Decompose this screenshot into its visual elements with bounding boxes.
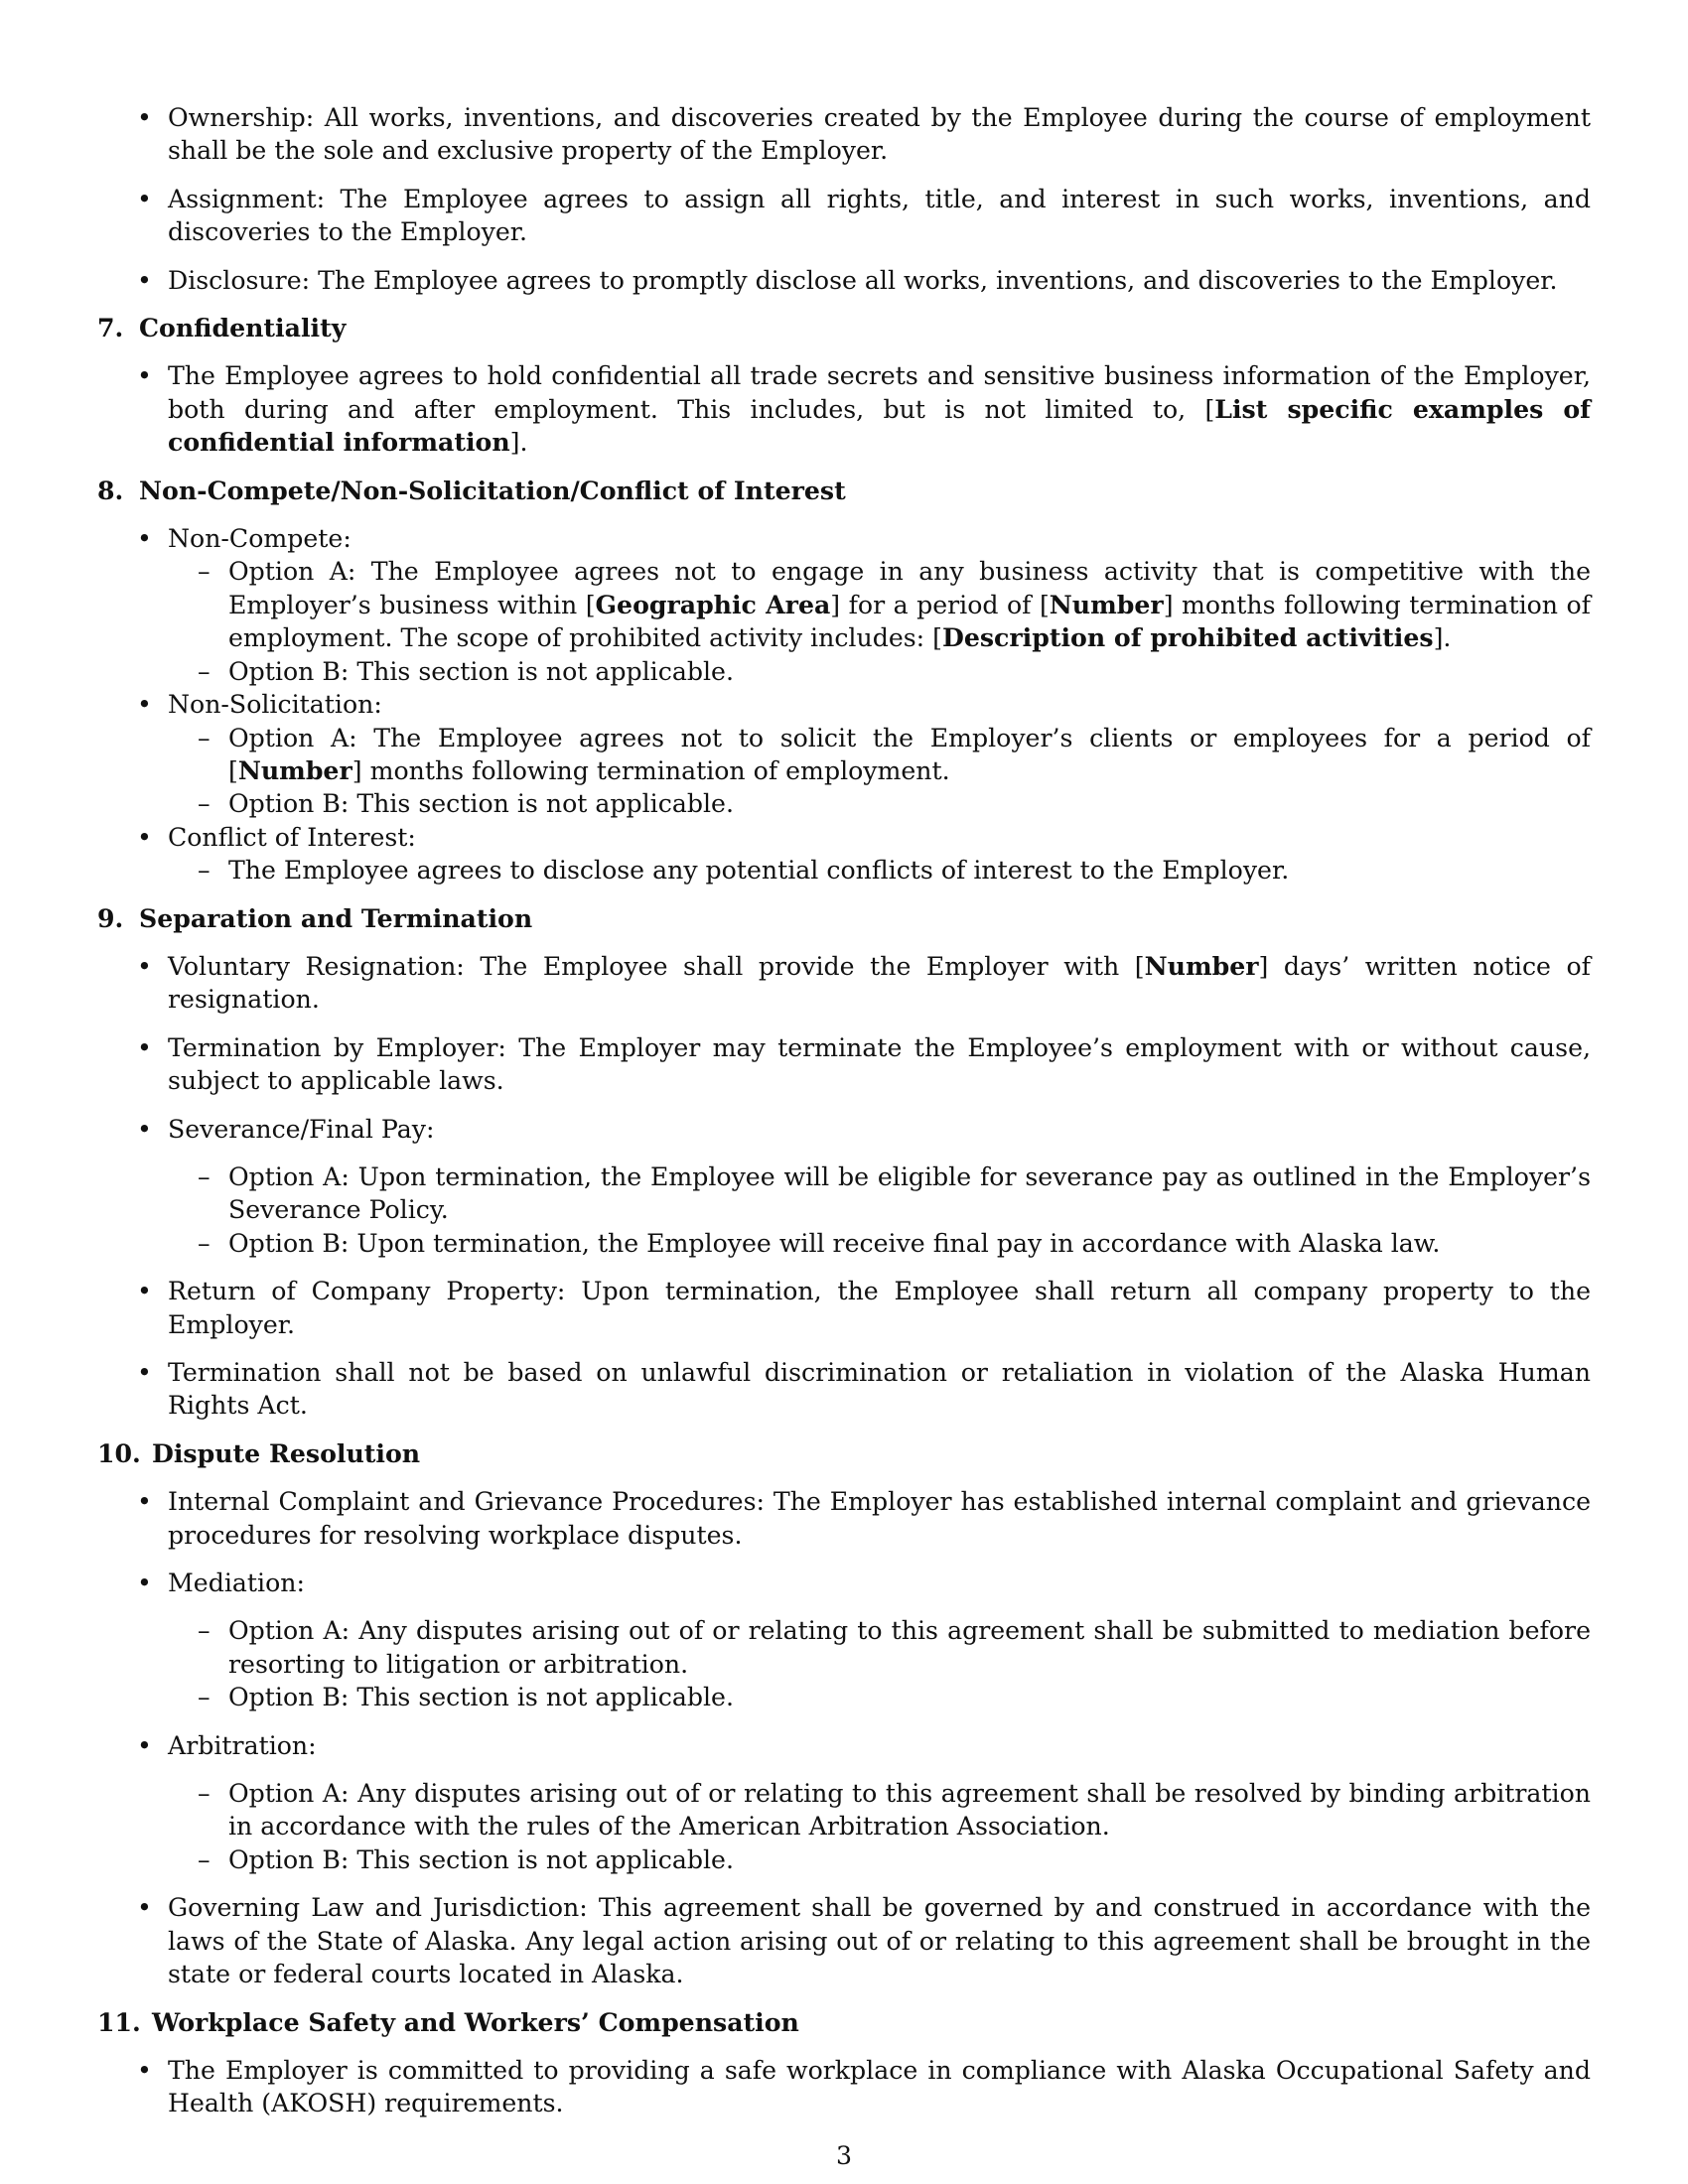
- item-label: Non-Compete:: [168, 524, 352, 554]
- item-label: Arbitration:: [168, 1730, 317, 1760]
- section-title: Dispute Resolution: [152, 1437, 421, 1468]
- list-item: • Internal Complaint and Grievance Procedures: The Employer has established internal complaint and grievance procedures for resolving workplace disputes.: [97, 1485, 1591, 1552]
- list-item: • Assignment: The Employee agrees to assign all rights, title, and interest in such works, inventions, and discoveries to the Employer.: [97, 183, 1591, 249]
- section-number: 11.: [97, 2006, 141, 2037]
- section-list: [97, 950, 1591, 1423]
- section-list: [97, 522, 1591, 887]
- document-page: [97, 101, 1591, 2120]
- list-item: [97, 359, 1591, 459]
- section-title: Non-Compete/Non-Solicitation/Conflict of Interest: [139, 475, 846, 505]
- list-item: • The Employer is committed to providing a safe workplace in compliance with Alaska Occupational Safety and Health (AKOSH) requirements.: [97, 2054, 1591, 2120]
- item-label: Conflict of Interest:: [168, 822, 416, 852]
- sub-list-item: – Option B: This section is not applicable.: [168, 787, 1591, 820]
- item-text: ].: [509, 428, 528, 458]
- sub-list-item: – Option A: Any disputes arising out of or relating to this agreement shall be submitted to mediation before resorting to litigation or arbitration.: [168, 1614, 1591, 1681]
- section-list: [97, 2054, 1591, 2120]
- list-item: [97, 821, 1591, 887]
- sub-list-item: [168, 555, 1591, 654]
- list-item: • Termination shall not be based on unlawful discrimination or retaliation in violation of the Alaska Human Rights Act.: [97, 1356, 1591, 1423]
- list-item: • Disclosure: The Employee agrees to promptly disclose all works, inventions, and discoveries to the Employer.: [97, 264, 1591, 297]
- page-number: 3: [835, 2141, 853, 2170]
- item-text: Option A: The Employee agrees not to engage in any business activity that is competitive with the Employer’s business within [: [228, 557, 1591, 619]
- list-item: • Ownership: All works, inventions, and discoveries created by the Employee during the course of employment shall be the sole and exclusive property of the Employer.: [97, 101, 1591, 168]
- sub-list-item: – The Employee agrees to disclose any potential conflicts of interest to the Employer.: [168, 854, 1591, 887]
- sub-list-item: – Option B: This section is not applicable.: [168, 1681, 1591, 1713]
- item-text: The Employee agrees to hold confidential all trade secrets and sensitive business information of the Employer, both during and after employment. This includes, but is not limited to, [: [168, 361, 1591, 424]
- sub-list-item: – Option B: Upon termination, the Employee will receive final pay in accordance with Alaska law.: [168, 1227, 1591, 1260]
- section-number: 10.: [97, 1437, 141, 1468]
- section-8: [97, 475, 1591, 887]
- sub-list: [168, 1614, 1591, 1713]
- placeholder-field: List specific examples of confidential information: [168, 393, 1591, 458]
- sub-list-item: – Option B: This section is not applicable.: [168, 1843, 1591, 1876]
- placeholder-field: Number: [1144, 950, 1259, 981]
- section-number: 9.: [97, 902, 124, 933]
- item-label: Mediation:: [168, 1569, 305, 1598]
- list-item: • Return of Company Property: Upon termination, the Employee shall return all company property to the Employer.: [97, 1275, 1591, 1341]
- sub-list-item: – Option A: Any disputes arising out of or relating to this agreement shall be resolved by binding arbitration in accordance with the rules of the American Arbitration Association.: [168, 1777, 1591, 1843]
- item-text: ] months following termination of employment. The scope of prohibited activity includes: [: [228, 590, 1591, 653]
- section-list: [97, 359, 1591, 459]
- section-number: 7.: [97, 313, 124, 343]
- section-10: [97, 1437, 1591, 1991]
- item-text: Voluntary Resignation: The Employee shall provide the Employer with [: [168, 951, 1145, 981]
- section-list: [97, 1485, 1591, 1990]
- section-heading: [97, 2006, 1591, 2039]
- section-title: Workplace Safety and Workers’ Compensation: [152, 2006, 799, 2037]
- list-item: [97, 688, 1591, 821]
- sub-list: [168, 854, 1591, 887]
- sub-list-item: – Option A: Upon termination, the Employee will be eligible for severance pay as outlined in the Employer’s Severance Policy.: [168, 1160, 1591, 1227]
- item-text: ] days’ written notice of resignation.: [168, 951, 1592, 1015]
- item-label: Non-Solicitation:: [168, 690, 382, 720]
- section-heading: [97, 475, 1591, 507]
- list-item: • Governing Law and Jurisdiction: This agreement shall be governed by and construed in accordance with the laws of the State of Alaska. Any legal action arising out of or relating to this agreement shall be brought in the state or federal courts located in Alaska.: [97, 1891, 1591, 1990]
- section-heading: [97, 1437, 1591, 1470]
- list-item: • Termination by Employer: The Employer may terminate the Employee’s employment with or without cause, subject to applicable laws.: [97, 1031, 1591, 1098]
- placeholder-field: Number: [1049, 589, 1164, 619]
- sub-list-item: [168, 722, 1591, 788]
- item-text: ] months following termination of employment.: [352, 755, 950, 785]
- section-title: Separation and Termination: [139, 902, 533, 933]
- section-title: Confidentiality: [139, 313, 347, 343]
- section-heading: [97, 902, 1591, 935]
- item-text: ].: [1433, 623, 1452, 653]
- section-7: [97, 312, 1591, 460]
- list-item: [97, 1567, 1591, 1714]
- item-text: Option A: The Employee agrees not to solicit the Employer’s clients or employees for a period of [: [228, 723, 1591, 785]
- list-item: [97, 1729, 1591, 1877]
- placeholder-field: Description of prohibited activities: [942, 622, 1434, 653]
- list-item: [97, 522, 1591, 688]
- sub-list-item: – Option B: This section is not applicable.: [168, 655, 1591, 688]
- section-11: [97, 2006, 1591, 2120]
- section-number: 8.: [97, 475, 124, 505]
- placeholder-field: Geographic Area: [595, 589, 831, 619]
- item-label: Severance/Final Pay:: [168, 1114, 435, 1144]
- section-9: [97, 902, 1591, 1423]
- list-item: [97, 1113, 1591, 1261]
- sub-list: [168, 555, 1591, 688]
- sub-list: [168, 1160, 1591, 1260]
- item-text: ] for a period of [: [830, 590, 1050, 619]
- intro-list: [97, 101, 1591, 297]
- sub-list: [168, 1777, 1591, 1876]
- placeholder-field: Number: [237, 754, 352, 785]
- section-heading: [97, 312, 1591, 344]
- sub-list: [168, 722, 1591, 821]
- list-item: [97, 950, 1591, 1017]
